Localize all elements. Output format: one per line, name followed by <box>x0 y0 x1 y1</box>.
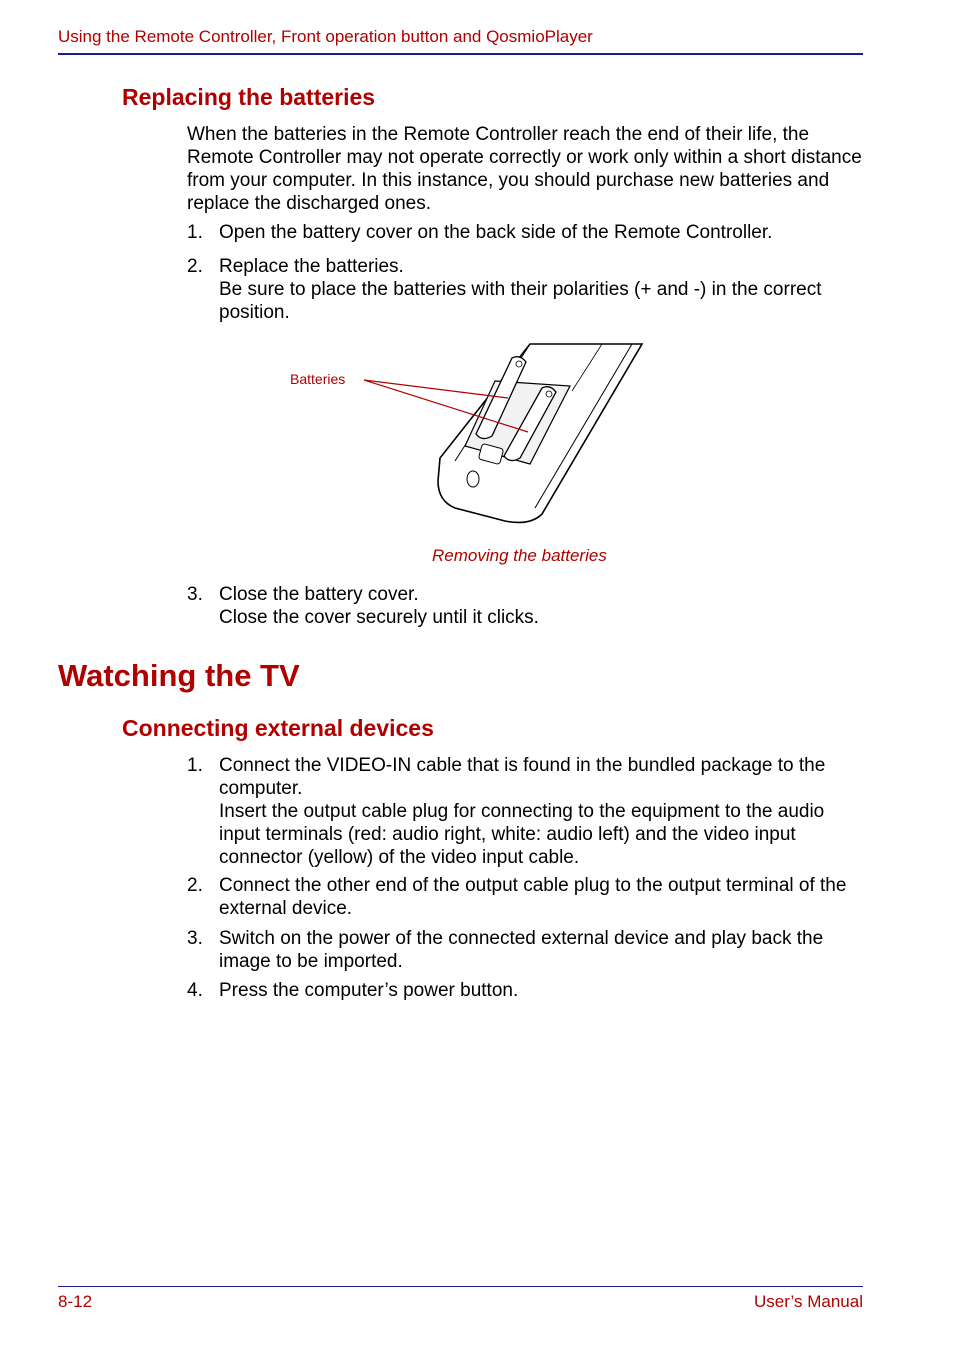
list-number: 2. <box>187 256 203 277</box>
list-detail: Insert the output cable plug for connecting to the equipment to the audio input terminals (red: audio right, white: audio left) and the video input connector (yellow) of the video input cable. <box>219 801 825 868</box>
list-item <box>187 583 867 629</box>
list-number: 3. <box>187 928 203 949</box>
list-item <box>187 255 867 324</box>
list-number: 1. <box>187 222 203 243</box>
list-detail: Close the cover securely until it clicks. <box>219 607 539 628</box>
chapter-heading-watching-tv: Watching the TV <box>58 658 300 693</box>
running-header: Using the Remote Controller, Front operation button and QosmioPlayer <box>58 27 593 46</box>
footer-rule <box>58 1286 863 1287</box>
list-text: Press the computer’s power button. <box>219 980 519 1001</box>
list-number: 4. <box>187 980 203 1001</box>
page-number: 8-12 <box>58 1292 93 1311</box>
list-text: Connect the other end of the output cable plug to the output terminal of the external device. <box>219 875 847 919</box>
list-text: Switch on the power of the connected external device and play back the image to be imported. <box>219 928 824 972</box>
section-heading-replacing-batteries: Replacing the batteries <box>122 84 376 110</box>
section-heading-connecting-devices: Connecting external devices <box>122 715 434 741</box>
list-item <box>187 927 867 973</box>
batteries-label: Batteries <box>290 371 346 387</box>
list-item <box>187 874 867 920</box>
list-item <box>187 979 867 1002</box>
list-detail: Be sure to place the batteries with their polarities (+ and -) in the correct position. <box>219 279 822 323</box>
remote-controller-illustration <box>280 336 660 531</box>
manual-title: User’s Manual <box>754 1292 863 1311</box>
list-item <box>187 221 867 244</box>
list-number: 1. <box>187 755 203 776</box>
leader-line <box>364 380 508 398</box>
list-text: Open the battery cover on the back side of the Remote Controller. <box>219 222 773 243</box>
header-rule <box>58 53 863 55</box>
figure-caption: Removing the batteries <box>432 546 607 565</box>
intro-paragraph: When the batteries in the Remote Controller reach the end of their life, the Remote Controller may not operate correctly or work only within a short distance from your computer. In this instance, you should purchase new batteries and replace the discharged ones. <box>187 124 862 214</box>
list-text: Connect the VIDEO-IN cable that is found in the bundled package to the computer. <box>219 755 826 799</box>
list-item <box>187 754 867 869</box>
list-text: Replace the batteries. <box>219 256 404 277</box>
remote-battery-figure <box>280 336 660 531</box>
list-number: 3. <box>187 584 203 605</box>
list-number: 2. <box>187 875 203 896</box>
list-text: Close the battery cover. <box>219 584 419 605</box>
